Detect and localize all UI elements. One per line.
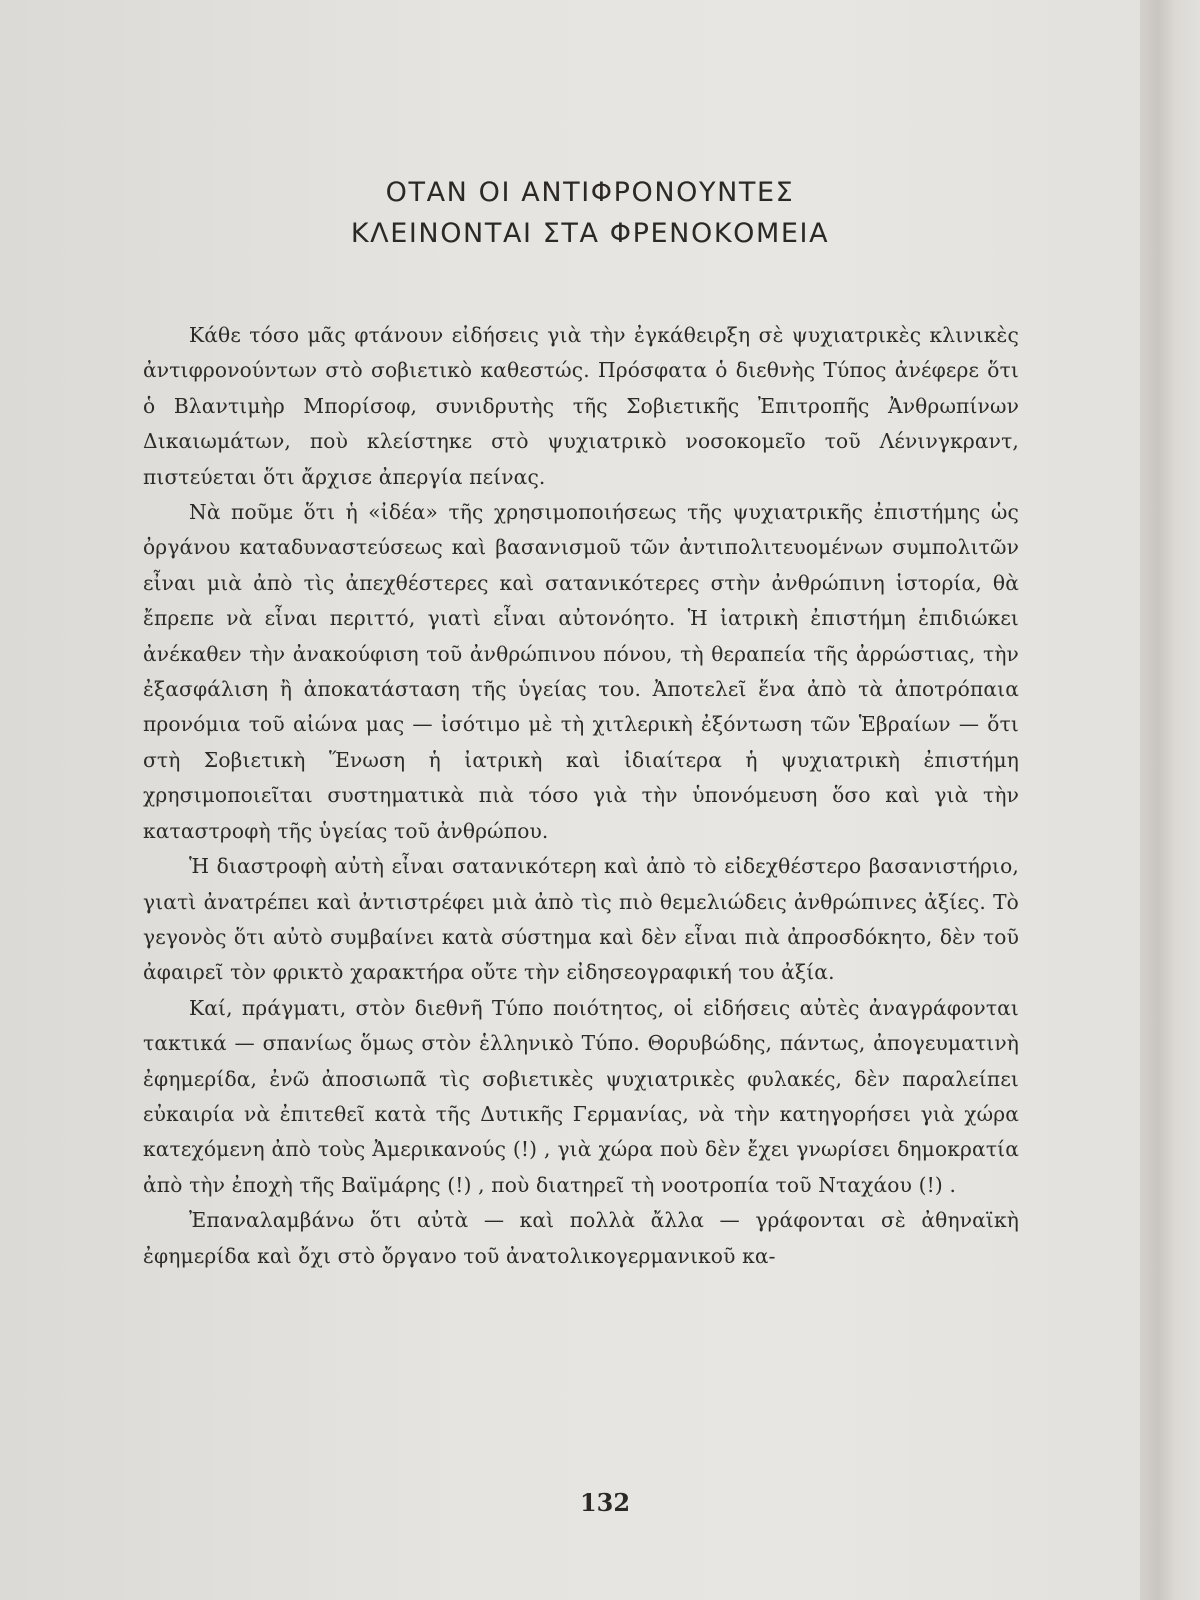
article-title-line-2: ΚΛΕΙΝΟΝΤΑΙ ΣΤΑ ΦΡΕΝΟΚΟΜΕΙΑ	[350, 218, 830, 249]
page-number: 132	[579, 1488, 631, 1517]
page-edge	[1140, 0, 1200, 1600]
paragraph-4: Καί, πράγματι, στὸν διεθνῆ Τύπο ποιότητος, οἱ εἰδήσεις αὐτὲς ἀναγράφονται τακτικά — σπανίως ὅμως στὸν ἑλληνικὸ Τύπο. Θορυβώδης, πάντως, ἀπογευματινὴ ἐφημερίδα, ἐνῶ ἀποσιωπᾶ τὶς σοβιετικὲς ψυχιατρικὲς φυλακές, δὲν παραλείπει εὐκαιρία νὰ ἐπιτεθεῖ κατὰ τῆς Δυτικῆς Γερμανίας, νὰ τὴν κατηγορήσει γιὰ χώρα κατεχόμενη ἀπὸ τοὺς Ἀμερικανούς (!) , γιὰ χώρα ποὺ δὲν ἔχει γνωρίσει δημοκρατία ἀπὸ τὴν ἐποχὴ τῆς Βαϊμάρης (!) , ποὺ διατηρεῖ τὴ νοοτροπία τοῦ Νταχάου (!) .	[143, 995, 1019, 1197]
paragraph-3: Ἡ διαστροφὴ αὐτὴ εἶναι σατανικότερη καὶ ἀπὸ τὸ εἰδεχθέστερο βασανιστήριο, γιατὶ ἀνατρέπει καὶ ἀντιστρέφει μιὰ ἀπὸ τὶς πιὸ θεμελιώδεις ἀνθρώπινες ἀξίες. Τὸ γεγονὸς ὅτι αὐτὸ συμβαίνει κατὰ σύστημα καὶ δὲν εἶναι πιὰ ἀπροσδόκητο, δὲν τοῦ ἀφαιρεῖ τὸν φρικτὸ χαρακτήρα οὔτε τὴν εἰδησεογραφική του ἀξία.	[143, 854, 1019, 985]
article-title-line-1: ΟΤΑΝ ΟΙ ΑΝΤΙΦΡΟΝΟΥΝΤΕΣ	[385, 177, 795, 208]
paragraph-2: Νὰ ποῦμε ὅτι ἡ «ἰδέα» τῆς χρησιμοποιήσεως τῆς ψυχιατρικῆς ἐπιστήμης ὡς ὀργάνου καταδυναστεύσεως καὶ βασανισμοῦ τῶν ἀντιπολιτευομένων συμπολιτῶν εἶναι μιὰ ἀπὸ τὶς ἀπεχθέστερες καὶ σατανικότερες στὴν ἀνθρώπινη ἱστορία, θὰ ἔπρεπε νὰ εἶναι περιττό, γιατὶ εἶναι αὐτονόητο. Ἡ ἰατρικὴ ἐπιστήμη ἐπιδιώκει ἀνέκαθεν τὴν ἀνακούφιση τοῦ ἀνθρώπινου πόνου, τὴ θεραπεία τῆς ἀρρώστιας, τὴν ἐξασφάλιση ἢ ἀποκατάσταση τῆς ὑγείας του. Ἀποτελεῖ ἕνα ἀπὸ τὰ ἀποτρόπαια προνόμια τοῦ αἰώνα μας — ἰσότιμο μὲ τὴ χιτλερικὴ ἐξόντωση τῶν Ἑβραίων — ὅτι στὴ Σοβιετικὴ Ἕνωση ἡ ἰατρικὴ καὶ ἰδιαίτερα ἡ ψυχιατρικὴ ἐπιστήμη χρησιμοποιεῖται συστηματικὰ πιὰ τόσο γιὰ τὴν ὑπονόμευση ὅσο καὶ γιὰ τὴν καταστροφὴ τῆς ὑγείας τοῦ ἀνθρώπου.	[143, 500, 1019, 843]
paragraph-1: Κάθε τόσο μᾶς φτάνουν εἰδήσεις γιὰ τὴν ἐγκάθειρξη σὲ ψυχιατρικὲς κλινικὲς ἀντιφρονούντων στὸ σοβιετικὸ καθεστώς. Πρόσφατα ὁ διεθνὴς Τύπος ἀνέφερε ὅτι ὁ Βλαντιμὴρ Μπορίσοφ, συνιδρυτὴς τῆς Σοβιετικῆς Ἐπιτροπῆς Ἀνθρωπίνων Δικαιωμάτων, ποὺ κλείστηκε στὸ ψυχιατρικὸ νοσοκομεῖο τοῦ Λένινγκραντ, πιστεύεται ὅτι ἄρχισε ἀπεργία πείνας.	[143, 323, 1019, 489]
article-title	[200, 172, 980, 254]
article-body	[143, 318, 1019, 1274]
paragraph-5: Ἐπαναλαμβάνω ὅτι αὐτὰ — καὶ πολλὰ ἄλλα — γράφονται σὲ ἀθηναϊκὴ ἐφημερίδα καὶ ὄχι στὸ ὄργανο τοῦ ἀνατολικογερμανικοῦ κα-	[143, 1208, 1019, 1268]
